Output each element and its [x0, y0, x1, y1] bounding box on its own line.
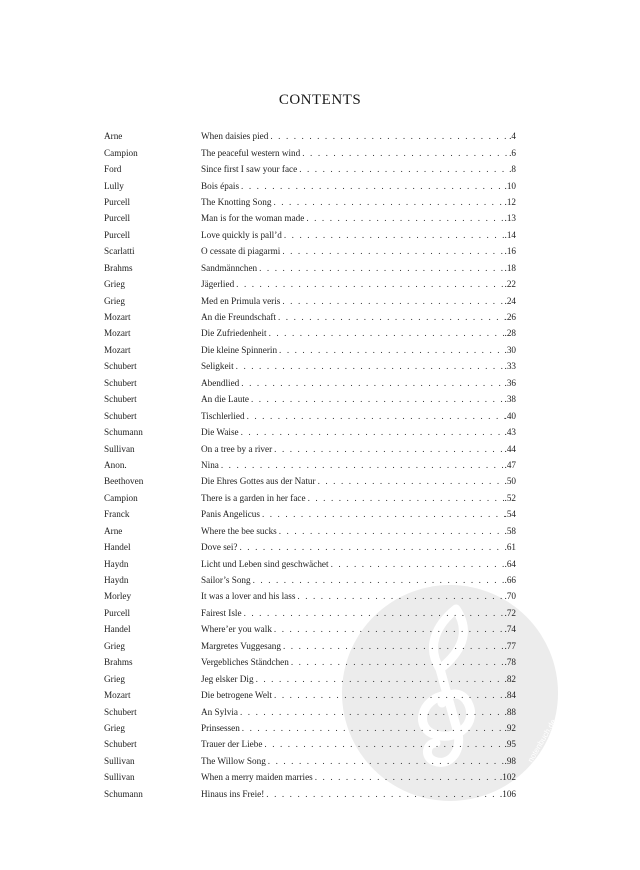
composer-name: Purcell	[104, 607, 131, 618]
dot-leader	[268, 756, 505, 766]
dot-leader	[284, 230, 505, 240]
song-title: Dove sei?	[201, 542, 238, 553]
song-entry	[201, 674, 516, 684]
page-number: .50	[504, 476, 516, 487]
dot-leader	[259, 263, 504, 273]
contents-row	[104, 358, 516, 374]
song-title: Med en Primula veris	[201, 295, 281, 306]
page-number: .78	[504, 657, 516, 668]
contents-row	[104, 523, 516, 539]
song-entry	[201, 608, 516, 618]
composer-name: Lully	[104, 180, 124, 191]
page-number: .28	[504, 328, 516, 339]
contents-row	[104, 703, 516, 719]
dot-leader	[236, 279, 504, 289]
composer-name: Campion	[104, 492, 138, 503]
page-number: .61	[504, 542, 516, 553]
contents-row	[104, 555, 516, 571]
song-title: Where’er you walk	[201, 624, 272, 635]
composer-name: Campion	[104, 147, 138, 158]
song-title: Abendlied	[201, 377, 240, 388]
contents-row	[104, 325, 516, 341]
dot-leader	[283, 641, 505, 651]
song-entry	[201, 624, 516, 634]
contents-row	[104, 786, 516, 802]
page-number: .47	[504, 459, 516, 470]
composer-name: Beethoven	[104, 476, 144, 487]
song-entry	[201, 460, 516, 470]
page-number: .98	[504, 755, 516, 766]
page-number: .70	[504, 591, 516, 602]
song-entry	[201, 296, 516, 306]
song-title: Panis Angelicus	[201, 509, 260, 520]
page-number: .82	[504, 673, 516, 684]
page-number: .44	[504, 443, 516, 454]
composer-name: Grieg	[104, 722, 125, 733]
dot-leader	[247, 411, 505, 421]
song-entry	[201, 690, 516, 700]
page-number: .33	[504, 361, 516, 372]
composer-name: Purcell	[104, 196, 131, 207]
song-title: Love quickly is pall’d	[201, 229, 282, 240]
song-entry	[201, 345, 516, 355]
dot-leader	[302, 148, 509, 158]
contents-row	[104, 457, 516, 473]
page-number: .72	[504, 607, 516, 618]
composer-name: Grieg	[104, 295, 125, 306]
composer-name: Anon.	[104, 459, 127, 470]
page-number: .52	[504, 492, 516, 503]
composer-name: Schubert	[104, 394, 137, 405]
page-number: .38	[504, 394, 516, 405]
song-entry	[201, 575, 516, 585]
song-title: Sailor’s Song	[201, 575, 251, 586]
contents-row	[104, 473, 516, 489]
contents-row	[104, 342, 516, 358]
dot-leader	[274, 690, 504, 700]
song-title: Fairest Isle	[201, 607, 242, 618]
song-entry	[201, 789, 516, 799]
dot-leader	[278, 312, 505, 322]
dot-leader	[244, 608, 505, 618]
song-entry	[201, 641, 516, 651]
dot-leader	[241, 378, 504, 388]
song-entry	[201, 427, 516, 437]
contents-row	[104, 490, 516, 506]
song-entry	[201, 559, 516, 569]
composer-name: Arne	[104, 525, 123, 536]
contents-row	[104, 276, 516, 292]
song-entry	[201, 444, 516, 454]
dot-leader	[242, 723, 505, 733]
page-number: .43	[504, 427, 516, 438]
song-title: There is a garden in her face	[201, 492, 306, 503]
song-title: Sandmännchen	[201, 262, 258, 273]
contents-row	[104, 670, 516, 686]
song-entry	[201, 148, 516, 158]
page-number: .88	[504, 706, 516, 717]
song-title: When daisies pied	[201, 131, 269, 142]
page-number: .14	[504, 229, 516, 240]
song-title: Die Waise	[201, 427, 239, 438]
composer-name: Purcell	[104, 213, 131, 224]
contents-row	[104, 391, 516, 407]
page-number: .64	[504, 558, 516, 569]
dot-leader	[269, 328, 505, 338]
contents-row	[104, 605, 516, 621]
composer-name: Purcell	[104, 229, 131, 240]
composer-name: Mozart	[104, 344, 131, 355]
dot-leader	[299, 164, 509, 174]
song-entry	[201, 723, 516, 733]
page-number: .102	[499, 772, 516, 783]
composer-name: Haydn	[104, 558, 129, 569]
song-title: The peaceful western wind	[201, 147, 301, 158]
song-title: An Sylvia	[201, 706, 239, 717]
song-title: Die Ehres Gottes aus der Natur	[201, 476, 316, 487]
dot-leader	[240, 707, 505, 717]
composer-name: Grieg	[104, 673, 125, 684]
song-title: An die Laute	[201, 394, 249, 405]
dot-leader	[256, 674, 505, 684]
song-title: Die kleine Spinnerin	[201, 344, 278, 355]
page-number: .13	[504, 213, 516, 224]
page-number: .4	[509, 131, 516, 142]
song-entry	[201, 378, 516, 388]
page-number: .22	[504, 279, 516, 290]
song-entry	[201, 246, 516, 256]
song-title: Where the bee sucks	[201, 525, 277, 536]
dot-leader	[274, 444, 504, 454]
song-entry	[201, 526, 516, 536]
dot-leader	[266, 789, 500, 799]
contents-row	[104, 309, 516, 325]
composer-name: Schubert	[104, 361, 137, 372]
song-title: The Willow Song	[201, 755, 266, 766]
contents-row	[104, 375, 516, 391]
composer-name: Arne	[104, 131, 123, 142]
song-title: O cessate di piagarmi	[201, 246, 281, 257]
song-entry	[201, 657, 516, 667]
contents-row	[104, 621, 516, 637]
composer-name: Brahms	[104, 657, 133, 668]
song-entry	[201, 493, 516, 503]
composer-name: Handel	[104, 542, 131, 553]
song-title: Seligkeit	[201, 361, 234, 372]
page-number: .16	[504, 246, 516, 257]
contents-row	[104, 161, 516, 177]
song-title: Jeg elsker Dig	[201, 673, 254, 684]
composer-name: Mozart	[104, 328, 131, 339]
contents-row	[104, 177, 516, 193]
contents-row	[104, 687, 516, 703]
contents-row	[104, 720, 516, 736]
song-entry	[201, 591, 516, 601]
page-number: .77	[504, 640, 516, 651]
page-number: .6	[509, 147, 516, 158]
contents-row	[104, 144, 516, 160]
composer-name: Sullivan	[104, 772, 135, 783]
composer-name: Sullivan	[104, 443, 135, 454]
page-number: .36	[504, 377, 516, 388]
contents-row	[104, 292, 516, 308]
composer-name: Schubert	[104, 739, 137, 750]
dot-leader	[274, 624, 505, 634]
composer-name: Haydn	[104, 575, 129, 586]
contents-list	[104, 128, 516, 802]
contents-row	[104, 572, 516, 588]
song-entry	[201, 181, 516, 191]
dot-leader	[270, 131, 509, 141]
song-title: An die Freundschaft	[201, 312, 277, 323]
song-entry	[201, 279, 516, 289]
dot-leader	[236, 361, 505, 371]
page-number: .12	[504, 196, 516, 207]
composer-name: Ford	[104, 164, 122, 175]
composer-name: Grieg	[104, 640, 125, 651]
page-number: .40	[504, 410, 516, 421]
composer-name: Morley	[104, 591, 132, 602]
contents-row	[104, 194, 516, 210]
dot-leader	[221, 460, 505, 470]
song-title: Man is for the woman made	[201, 213, 305, 224]
page-number: .18	[504, 262, 516, 273]
song-entry	[201, 131, 516, 141]
watermark-text: notenbuch.de	[525, 717, 558, 764]
contents-row	[104, 210, 516, 226]
song-entry	[201, 411, 516, 421]
dot-leader	[297, 591, 504, 601]
page-number: .26	[504, 312, 516, 323]
composer-name: Schumann	[104, 788, 143, 799]
song-entry	[201, 361, 516, 371]
composer-name: Mozart	[104, 690, 131, 701]
page-number: .24	[504, 295, 516, 306]
dot-leader	[241, 427, 505, 437]
song-title: Die Zufriedenheit	[201, 328, 267, 339]
page-number: .74	[504, 624, 516, 635]
dot-leader	[279, 345, 504, 355]
song-title: On a tree by a river	[201, 443, 273, 454]
contents-row	[104, 243, 516, 259]
song-entry	[201, 509, 516, 519]
song-entry	[201, 739, 516, 749]
composer-name: Schumann	[104, 427, 143, 438]
contents-row	[104, 227, 516, 243]
contents-row	[104, 736, 516, 752]
dot-leader	[291, 657, 505, 667]
contents-row	[104, 440, 516, 456]
contents-row	[104, 128, 516, 144]
song-entry	[201, 197, 516, 207]
composer-name: Brahms	[104, 262, 133, 273]
dot-leader	[306, 213, 504, 223]
contents-row	[104, 260, 516, 276]
song-title: Bois épais	[201, 180, 240, 191]
composer-name: Handel	[104, 624, 131, 635]
contents-row	[104, 539, 516, 555]
song-title: Since first I saw your face	[201, 164, 298, 175]
page-number: .92	[504, 722, 516, 733]
song-title: Margretes Vuggesang	[201, 640, 281, 651]
page-title: CONTENTS	[278, 92, 362, 108]
contents-row	[104, 769, 516, 785]
page-number: .30	[504, 344, 516, 355]
song-title: Die betrogene Welt	[201, 690, 273, 701]
song-title: Prinsessen	[201, 722, 240, 733]
composer-name: Franck	[104, 509, 130, 520]
song-entry	[201, 230, 516, 240]
song-entry	[201, 476, 516, 486]
page-number: .84	[504, 690, 516, 701]
song-title: Vergebliches Ständchen	[201, 657, 289, 668]
page-number: .10	[504, 180, 516, 191]
dot-leader	[331, 559, 505, 569]
song-entry	[201, 328, 516, 338]
contents-row	[104, 753, 516, 769]
dot-leader	[251, 394, 505, 404]
contents-row	[104, 506, 516, 522]
song-entry	[201, 772, 516, 782]
dot-leader	[262, 509, 505, 519]
song-title: Nina	[201, 459, 219, 470]
song-title: Hinaus ins Freie!	[201, 788, 265, 799]
composer-name: Schubert	[104, 706, 137, 717]
composer-name: Grieg	[104, 279, 125, 290]
dot-leader	[241, 181, 504, 191]
dot-leader	[264, 739, 504, 749]
song-entry	[201, 263, 516, 273]
page-number: .95	[504, 739, 516, 750]
page-number: .106	[499, 788, 516, 799]
composer-name: Mozart	[104, 312, 131, 323]
song-entry	[201, 312, 516, 322]
dot-leader	[308, 493, 505, 503]
composer-name: Sullivan	[104, 755, 135, 766]
composer-name: Schubert	[104, 410, 137, 421]
page-number: .66	[504, 575, 516, 586]
contents-row	[104, 654, 516, 670]
contents-row	[104, 638, 516, 654]
dot-leader	[282, 246, 504, 256]
dot-leader	[282, 296, 504, 306]
dot-leader	[315, 772, 500, 782]
song-title: When a merry maiden marries	[201, 772, 313, 783]
page-number: .54	[504, 509, 516, 520]
dot-leader	[239, 542, 504, 552]
dot-leader	[253, 575, 505, 585]
song-entry	[201, 542, 516, 552]
contents-row	[104, 424, 516, 440]
page-number: .58	[504, 525, 516, 536]
song-entry	[201, 213, 516, 223]
dot-leader	[318, 476, 505, 486]
dot-leader	[279, 526, 505, 536]
dot-leader	[273, 197, 504, 207]
song-title: Licht und Leben sind geschwächet	[201, 558, 329, 569]
song-title: Jägerlied	[201, 279, 235, 290]
composer-name: Schubert	[104, 377, 137, 388]
song-title: It was a lover and his lass	[201, 591, 296, 602]
song-entry	[201, 394, 516, 404]
song-entry	[201, 707, 516, 717]
contents-row	[104, 407, 516, 423]
page-number: .8	[509, 164, 516, 175]
song-entry	[201, 756, 516, 766]
contents-row	[104, 588, 516, 604]
song-title: The Knotting Song	[201, 196, 272, 207]
composer-name: Scarlatti	[104, 246, 135, 257]
song-title: Tischlerlied	[201, 410, 245, 421]
song-entry	[201, 164, 516, 174]
song-title: Trauer der Liebe	[201, 739, 263, 750]
